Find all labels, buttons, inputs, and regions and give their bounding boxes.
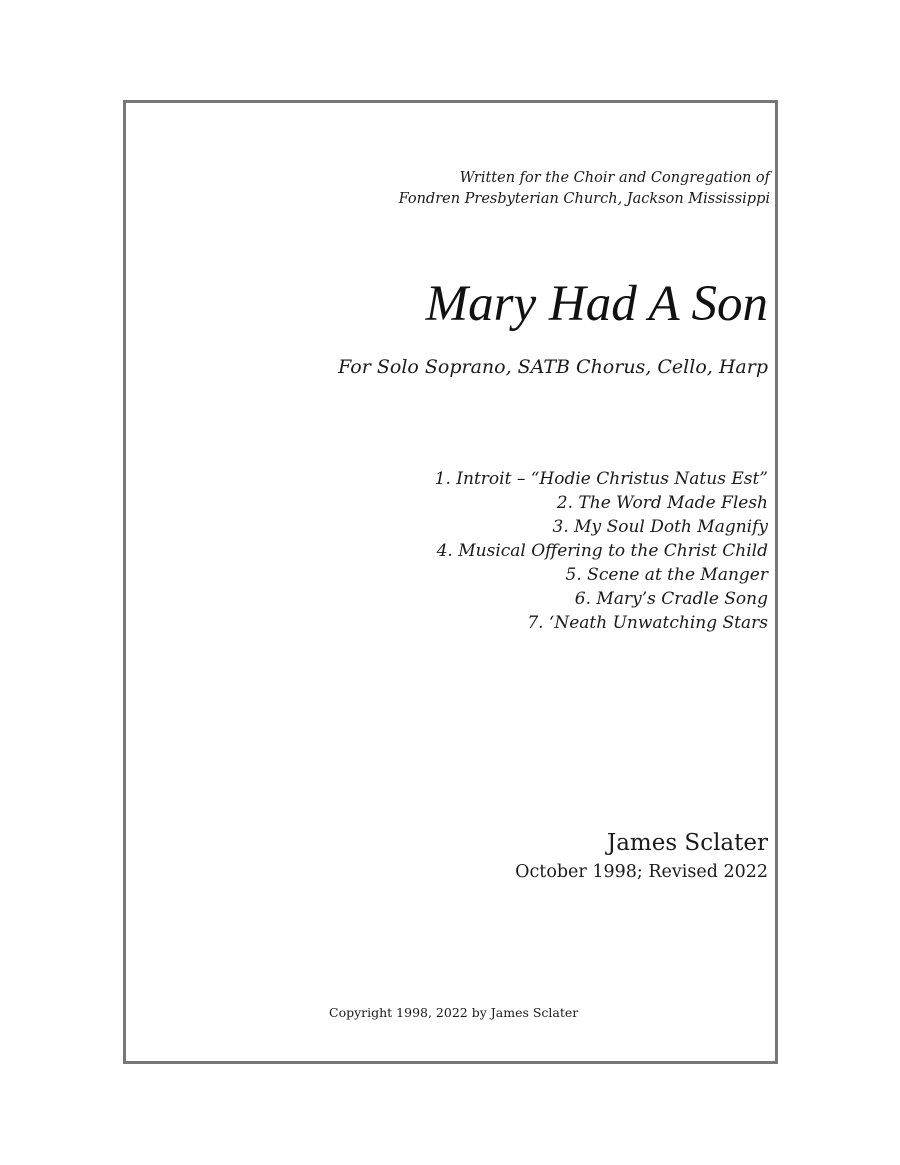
movement-item: 4. Musical Offering to the Christ Child [436, 541, 768, 561]
movement-item: 1. Introit – “Hodie Christus Natus Est” [434, 469, 768, 489]
dedication-line-1: Written for the Choir and Congregation of [459, 170, 770, 186]
page-title: Mary Had A Son [425, 276, 768, 332]
movement-item: 5. Scene at the Manger [565, 565, 768, 585]
movement-item: 6. Mary’s Cradle Song [574, 589, 768, 609]
composer-name: James Sclater [606, 830, 768, 856]
movement-item: 7. ‘Neath Unwatching Stars [527, 613, 768, 633]
dedication-line-2: Fondren Presbyterian Church, Jackson Mississippi [398, 191, 770, 207]
dedication [399, 168, 770, 210]
instrumentation-subtitle: For Solo Soprano, SATB Chorus, Cello, Harp [338, 356, 768, 378]
movement-item: 2. The Word Made Flesh [556, 493, 768, 513]
copyright-notice: Copyright 1998, 2022 by James Sclater [329, 1005, 579, 1020]
movement-list [435, 467, 768, 635]
composition-date: October 1998; Revised 2022 [515, 862, 768, 882]
movement-item: 3. My Soul Doth Magnify [552, 517, 768, 537]
